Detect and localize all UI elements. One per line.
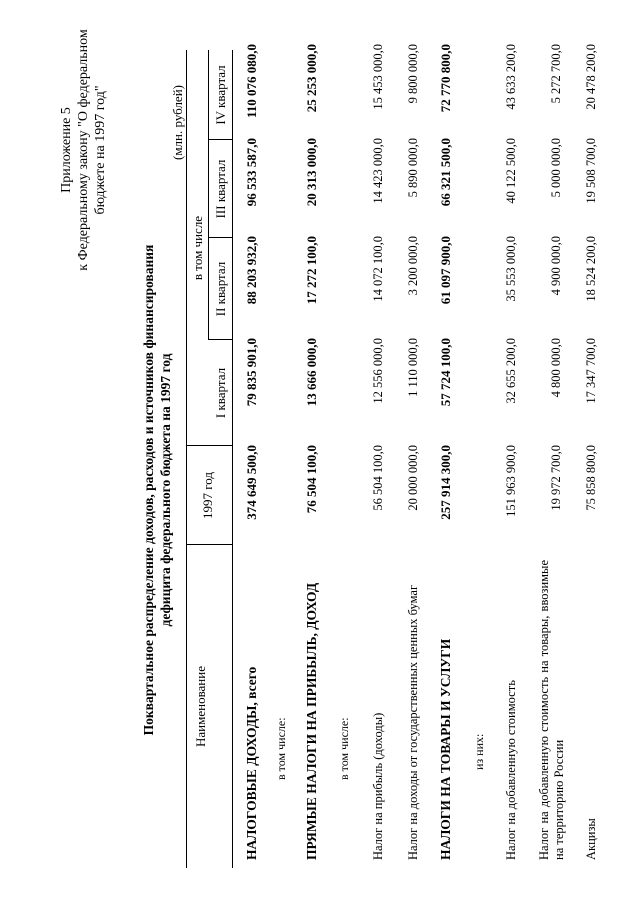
header-year: 1997 год xyxy=(200,472,215,519)
title-line-2: дефицита федерального бюджета на 1997 год xyxy=(158,353,173,627)
row-profit-tax-q4: 15 453 000,0 xyxy=(371,44,385,110)
row-securities-tax-q1: 1 110 000,0 xyxy=(406,338,420,397)
appendix-line-3: бюджете на 1997 год" xyxy=(93,85,108,215)
row-direct-taxes-q3: 20 313 000,0 xyxy=(304,138,319,207)
row-goods-services-q3: 66 321 500,0 xyxy=(438,138,453,207)
row-tax-revenue-q3: 96 533 587,0 xyxy=(244,138,259,207)
row-direct-taxes-q1: 13 666 000,0 xyxy=(304,338,319,407)
row-sub-of-which: из них: xyxy=(472,733,486,770)
header-q3: III квартал xyxy=(213,159,228,219)
row-tax-revenue-q1: 79 835 901,0 xyxy=(244,338,259,407)
appendix-note xyxy=(58,10,109,290)
row-sub-including-2: в том числе: xyxy=(337,717,351,780)
row-direct-taxes-q4: 25 253 000,0 xyxy=(304,44,319,113)
appendix-line-1: Приложение 5 xyxy=(59,107,74,193)
row-import-vat-name: Налог на добавленную стоимость на товары, ввозимые на территорию России xyxy=(537,560,566,860)
row-vat-q3: 40 122 500,0 xyxy=(504,138,518,204)
row-goods-services-q1: 57 724 100,0 xyxy=(438,338,453,407)
row-import-vat-year: 19 972 700,0 xyxy=(549,445,563,511)
row-excise-year: 75 858 800,0 xyxy=(584,445,598,511)
row-securities-tax-name: Налог на доходы от государственных ценных бумаг xyxy=(406,584,420,860)
row-vat-q2: 35 553 000,0 xyxy=(504,236,518,302)
row-profit-tax-q1: 12 556 000,0 xyxy=(371,338,385,404)
row-tax-revenue-q4: 110 076 080,0 xyxy=(244,44,259,119)
row-tax-revenue-year: 374 649 500,0 xyxy=(244,445,259,520)
row-tax-revenue-name: НАЛОГОВЫЕ ДОХОДЫ, всего xyxy=(244,666,259,860)
row-direct-taxes-q2: 17 272 100,0 xyxy=(304,236,319,305)
row-goods-services-q2: 61 097 900,0 xyxy=(438,236,453,305)
row-vat-year: 151 963 900,0 xyxy=(504,445,518,517)
row-securities-tax-q4: 9 800 000,0 xyxy=(406,44,420,104)
row-vat-q4: 43 633 200,0 xyxy=(504,44,518,110)
row-securities-tax-q3: 5 890 000,0 xyxy=(406,138,420,198)
row-profit-tax-q3: 14 423 000,0 xyxy=(371,138,385,204)
table-header-bottom-border xyxy=(232,50,233,868)
title-line-1: Поквартальное распределение доходов, расходов и источников финансирования xyxy=(141,244,156,736)
row-goods-services-year: 257 914 300,0 xyxy=(438,445,453,520)
units-label: (млн. рублей) xyxy=(170,85,185,160)
row-goods-services-name: НАЛОГИ НА ТОВАРЫ И УСЛУГИ xyxy=(438,638,453,860)
row-securities-tax-year: 20 000 000,0 xyxy=(406,445,420,511)
appendix-line-2: к Федеральному закону "О федеральном xyxy=(76,29,91,271)
row-import-vat-q2: 4 900 000,0 xyxy=(549,236,563,296)
header-name: Наименование xyxy=(193,666,208,747)
row-profit-tax-q2: 14 072 100,0 xyxy=(371,236,385,302)
row-excise-q2: 18 524 200,0 xyxy=(584,236,598,302)
row-tax-revenue-q2: 88 203 932,0 xyxy=(244,236,259,305)
row-vat-q1: 32 655 200,0 xyxy=(504,338,518,404)
header-including: в том числе xyxy=(190,215,205,281)
row-import-vat-q3: 5 000 000,0 xyxy=(549,138,563,198)
header-q4: IV квартал xyxy=(213,65,228,125)
document-title xyxy=(140,230,174,750)
row-excise-q3: 19 508 700,0 xyxy=(584,138,598,204)
row-profit-tax-name: Налог на прибыль (доходы) xyxy=(371,712,385,860)
row-import-vat-q1: 4 800 000,0 xyxy=(549,338,563,398)
row-direct-taxes-year: 76 504 100,0 xyxy=(304,445,319,514)
header-q2: II квартал xyxy=(213,261,228,317)
row-profit-tax-year: 56 504 100,0 xyxy=(371,445,385,511)
subheader-divider xyxy=(208,50,209,340)
row-vat-name: Налог на добавленную стоимость xyxy=(504,680,518,860)
row-excise-q4: 20 478 200,0 xyxy=(584,44,598,110)
header-q1: I квартал xyxy=(213,367,228,419)
row-goods-services-q4: 72 770 800,0 xyxy=(438,44,453,113)
table-top-border xyxy=(186,50,187,868)
row-securities-tax-q2: 3 200 000,0 xyxy=(406,236,420,296)
row-import-vat-q4: 5 272 700,0 xyxy=(549,44,563,104)
row-direct-taxes-name: ПРЯМЫЕ НАЛОГИ НА ПРИБЫЛЬ, ДОХОД xyxy=(304,582,319,860)
row-excise-q1: 17 347 700,0 xyxy=(584,338,598,404)
row-sub-including-1: в том числе: xyxy=(274,717,288,780)
row-excise-name: Акцизы xyxy=(584,818,598,860)
